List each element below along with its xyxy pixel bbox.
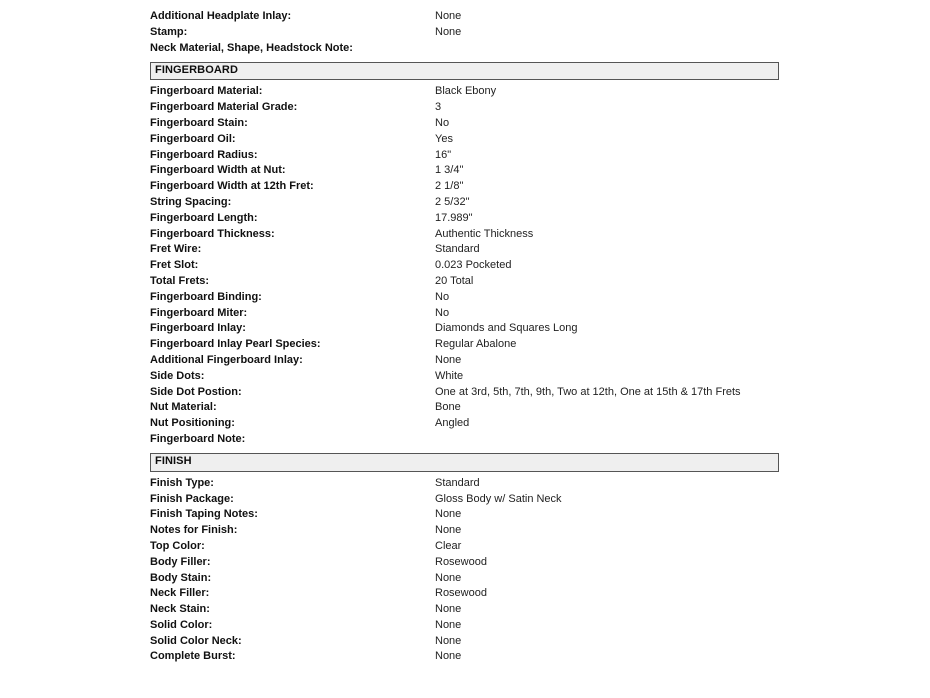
- spec-value: One at 3rd, 5th, 7th, 9th, Two at 12th, One at 15th & 17th Frets: [435, 385, 741, 398]
- spec-value: Standard: [435, 476, 480, 489]
- spec-label: Body Stain:: [150, 571, 212, 584]
- spec-label: Fingerboard Miter:: [150, 306, 248, 319]
- spec-label: Side Dot Postion:: [150, 385, 242, 398]
- spec-value: Diamonds and Squares Long: [435, 322, 578, 335]
- spec-label: Nut Material:: [150, 401, 217, 414]
- section-rows: [150, 9, 779, 56]
- spec-label: Fingerboard Inlay Pearl Species:: [150, 338, 321, 351]
- spec-row: [150, 179, 779, 195]
- spec-label: Fingerboard Width at Nut:: [150, 164, 286, 177]
- spec-label: Complete Burst:: [150, 650, 236, 663]
- spec-label: Fingerboard Oil:: [150, 132, 236, 145]
- spec-row: [150, 227, 779, 243]
- section-rows: [150, 476, 779, 666]
- spec-value: Clear: [435, 539, 462, 552]
- spec-label: Fingerboard Length:: [150, 211, 258, 224]
- section-header-finish: FINISH: [150, 453, 779, 472]
- spec-row: [150, 618, 779, 634]
- spec-row: [150, 163, 779, 179]
- spec-label: Total Frets:: [150, 274, 210, 287]
- spec-row: [150, 416, 779, 432]
- spec-label: Additional Headplate Inlay:: [150, 10, 292, 22]
- spec-value: 0.023 Pocketed: [435, 259, 512, 272]
- spec-label: Finish Package:: [150, 492, 234, 505]
- spec-row: [150, 25, 779, 41]
- spec-value: None: [435, 25, 462, 38]
- spec-value: 2 1/8": [435, 180, 464, 193]
- spec-label: Solid Color:: [150, 618, 213, 631]
- spec-value: Regular Abalone: [435, 338, 517, 351]
- spec-value: No: [435, 116, 450, 129]
- spec-label: Solid Color Neck:: [150, 634, 242, 647]
- spec-row: [150, 195, 779, 211]
- spec-value: Bone: [435, 401, 461, 414]
- spec-value: Rosewood: [435, 587, 487, 600]
- spec-label: Fingerboard Radius:: [150, 148, 258, 161]
- spec-value: None: [435, 524, 462, 537]
- spec-row: [150, 432, 779, 448]
- spec-label: Fingerboard Thickness:: [150, 227, 275, 240]
- spec-row: [150, 586, 779, 602]
- spec-label: String Spacing:: [150, 195, 232, 208]
- spec-row: [150, 41, 779, 57]
- spec-label: Neck Stain:: [150, 603, 210, 616]
- spec-row: [150, 555, 779, 571]
- spec-label: Neck Material, Shape, Headstock Note:: [150, 41, 353, 54]
- spec-label: Body Filler:: [150, 555, 211, 568]
- spec-label: Fingerboard Note:: [150, 432, 246, 445]
- spec-value: Authentic Thickness: [435, 227, 534, 240]
- spec-label: Fingerboard Inlay:: [150, 322, 246, 335]
- spec-row: [150, 211, 779, 227]
- spec-row: [150, 306, 779, 322]
- spec-label: Fingerboard Width at 12th Fret:: [150, 180, 314, 193]
- spec-row: [150, 274, 779, 290]
- section-rows: [150, 84, 779, 447]
- spec-row: [150, 649, 779, 665]
- spec-value: Gloss Body w/ Satin Neck: [435, 492, 562, 505]
- spec-row: [150, 100, 779, 116]
- spec-row: [150, 290, 779, 306]
- spec-row: [150, 9, 779, 25]
- spec-sheet-page: [150, 9, 779, 665]
- spec-row: [150, 84, 779, 100]
- spec-row: [150, 571, 779, 587]
- spec-label: Fingerboard Material Grade:: [150, 101, 298, 114]
- spec-row: [150, 258, 779, 274]
- spec-row: [150, 602, 779, 618]
- spec-value: 3: [435, 101, 442, 114]
- spec-row: [150, 523, 779, 539]
- spec-value: Rosewood: [435, 555, 487, 568]
- spec-row: [150, 476, 779, 492]
- spec-value: 17.989": [435, 211, 473, 224]
- spec-value: None: [435, 10, 462, 22]
- spec-row: [150, 242, 779, 258]
- spec-row: [150, 148, 779, 164]
- section-header-fingerboard: FINGERBOARD: [150, 62, 779, 81]
- spec-value: 20 Total: [435, 274, 474, 287]
- spec-label: Top Color:: [150, 539, 205, 552]
- spec-value: No: [435, 306, 450, 319]
- spec-row: [150, 539, 779, 555]
- spec-value: None: [435, 571, 462, 584]
- spec-value: None: [435, 508, 462, 521]
- spec-value: Yes: [435, 132, 453, 145]
- spec-row: [150, 132, 779, 148]
- spec-value: Angled: [435, 417, 470, 430]
- spec-value: None: [435, 618, 462, 631]
- spec-label: Finish Taping Notes:: [150, 508, 258, 521]
- spec-label: Fret Wire:: [150, 243, 202, 256]
- spec-value: [435, 41, 779, 57]
- spec-row: [150, 321, 779, 337]
- spec-row: [150, 634, 779, 650]
- spec-value: 1 3/4": [435, 164, 464, 177]
- spec-row: [150, 400, 779, 416]
- spec-row: [150, 116, 779, 132]
- spec-label: Fingerboard Stain:: [150, 116, 248, 129]
- spec-row: [150, 507, 779, 523]
- spec-label: Fingerboard Binding:: [150, 290, 262, 303]
- spec-row: [150, 353, 779, 369]
- spec-row: [150, 337, 779, 353]
- spec-label: Additional Fingerboard Inlay:: [150, 353, 303, 366]
- spec-value: No: [435, 290, 450, 303]
- spec-value: White: [435, 369, 464, 382]
- spec-value: Black Ebony: [435, 85, 497, 98]
- spec-value: None: [435, 353, 462, 366]
- spec-value: None: [435, 603, 462, 616]
- spec-value: None: [435, 634, 462, 647]
- spec-label: Side Dots:: [150, 369, 205, 382]
- spec-label: Neck Filler:: [150, 587, 210, 600]
- spec-row: [150, 369, 779, 385]
- spec-label: Finish Type:: [150, 476, 214, 489]
- spec-value: None: [435, 650, 462, 663]
- spec-row: [150, 385, 779, 401]
- spec-value: [435, 432, 779, 448]
- spec-value: 2 5/32": [435, 195, 470, 208]
- spec-label: Fret Slot:: [150, 259, 199, 272]
- spec-label: Stamp:: [150, 25, 188, 38]
- spec-label: Nut Positioning:: [150, 417, 235, 430]
- spec-label: Fingerboard Material:: [150, 85, 263, 98]
- spec-value: 16": [435, 148, 452, 161]
- spec-label: Notes for Finish:: [150, 524, 238, 537]
- spec-row: [150, 492, 779, 508]
- spec-value: Standard: [435, 243, 480, 256]
